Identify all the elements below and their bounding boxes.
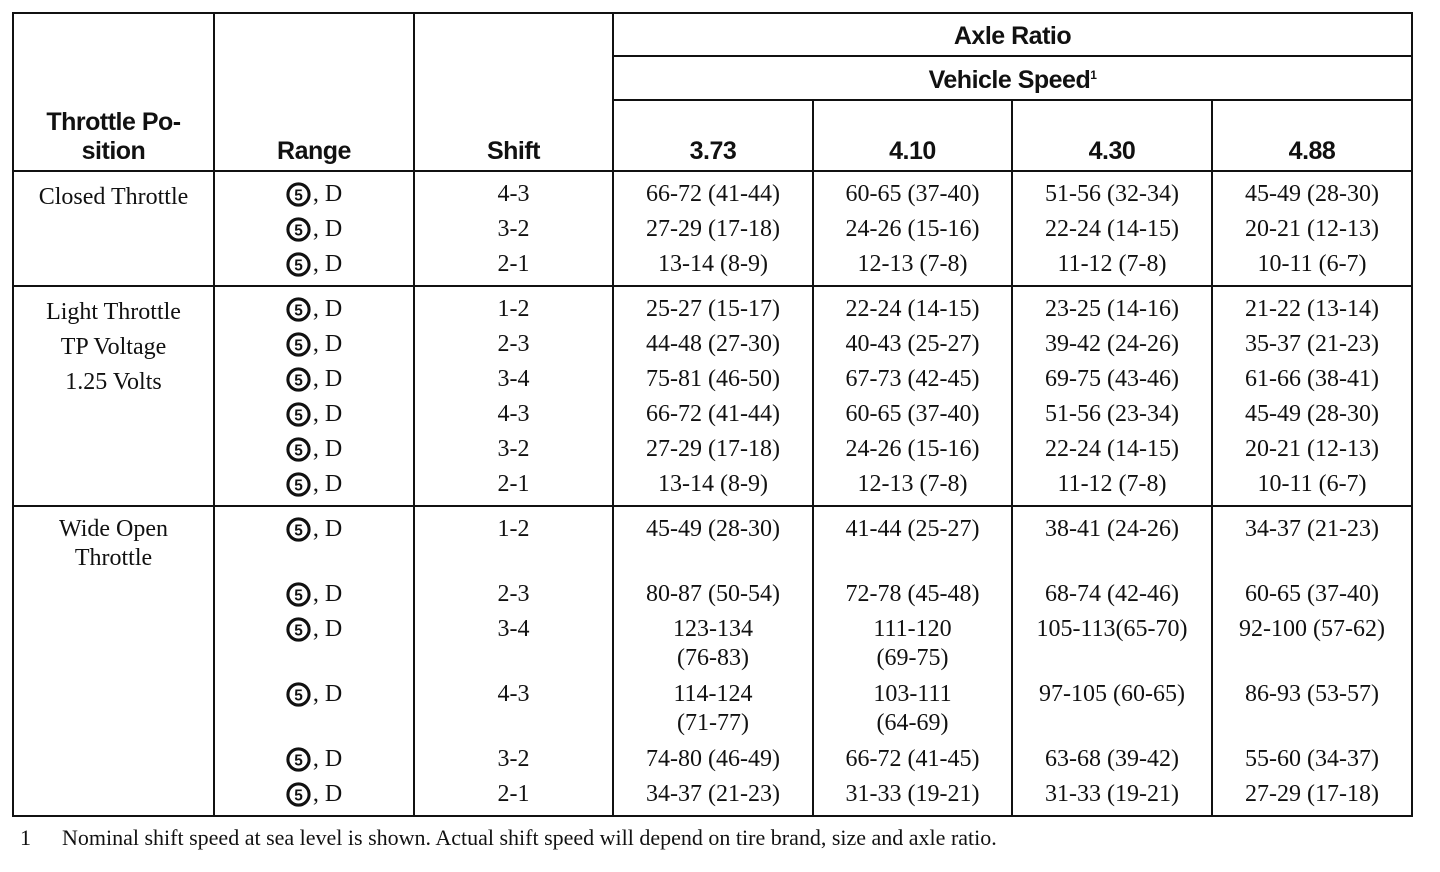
speed-cell-430 — [1012, 580, 1212, 615]
throttle-group — [13, 506, 1412, 816]
shift-cell: 3-4 — [414, 365, 613, 400]
speed-cell-410 — [813, 615, 1012, 680]
manual-5-circle-icon — [286, 747, 311, 772]
svg-text:5: 5 — [294, 337, 303, 355]
speed-value: 51-56 (23-34) — [1045, 401, 1179, 427]
speed-value: 40-43 (25-27) — [845, 331, 980, 357]
manual-5-circle-icon — [286, 252, 311, 277]
speed-cell-410 — [813, 171, 1012, 215]
table-row — [13, 286, 1412, 330]
range-suffix: , D — [312, 296, 343, 322]
header-vehicle-speed-label: Vehicle Speed — [928, 66, 1091, 94]
header-throttle-position-line1: Throttle Po- — [46, 108, 181, 136]
speed-cell-430 — [1012, 365, 1212, 400]
footnote — [20, 825, 1412, 851]
svg-text:5: 5 — [294, 257, 303, 275]
speed-value: 60-65 (37-40) — [1245, 581, 1379, 607]
speed-cell-373 — [613, 780, 813, 816]
footnote-ref: 1 — [1090, 68, 1097, 82]
speed-cell-488 — [1212, 286, 1412, 330]
range-cell — [214, 286, 414, 330]
speed-value: 27-29 (17-18) — [646, 216, 780, 242]
table-row — [13, 171, 1412, 215]
speed-cell-410 — [813, 400, 1012, 435]
speed-cell-488 — [1212, 250, 1412, 286]
svg-text:5: 5 — [294, 587, 303, 605]
throttle-position-label: TP Voltage — [60, 334, 167, 360]
table-row — [13, 680, 1412, 745]
throttle-position-label: 1.25 Volts — [65, 369, 162, 395]
speed-cell-430 — [1012, 470, 1212, 506]
header-shift: Shift — [414, 13, 613, 171]
manual-5-circle-icon — [286, 682, 311, 707]
range-cell — [214, 365, 414, 400]
speed-cell-430 — [1012, 615, 1212, 680]
speed-cell-488 — [1212, 330, 1412, 365]
speed-cell-373 — [613, 470, 813, 506]
speed-value: 74-80 (46-49) — [646, 746, 780, 772]
table-row — [13, 615, 1412, 680]
throttle-group — [13, 171, 1412, 286]
speed-value: 38-41 (24-26) — [1045, 516, 1179, 542]
range-suffix: , D — [312, 581, 343, 607]
speed-cell-430 — [1012, 250, 1212, 286]
speed-value: (64-69) — [876, 710, 949, 736]
speed-value: 103-111 — [873, 681, 952, 707]
speed-value: 45-49 (28-30) — [646, 516, 780, 542]
speed-cell-373 — [613, 171, 813, 215]
header-ratio-430: 4.30 — [1012, 100, 1212, 171]
speed-value: 66-72 (41-45) — [845, 746, 980, 772]
speed-value: 97-105 (60-65) — [1039, 681, 1185, 707]
throttle-position-label: Closed Throttle — [38, 184, 189, 210]
speed-cell-430 — [1012, 780, 1212, 816]
manual-5-circle-icon — [286, 297, 311, 322]
speed-value: 105-113(65-70) — [1036, 616, 1188, 642]
document-page — [12, 12, 1412, 851]
speed-cell-410 — [813, 330, 1012, 365]
speed-cell-430 — [1012, 171, 1212, 215]
speed-value: 13-14 (8-9) — [658, 251, 768, 277]
speed-value: 23-25 (14-16) — [1045, 296, 1179, 322]
svg-text:5: 5 — [294, 222, 303, 240]
speed-value: 44-48 (27-30) — [646, 331, 780, 357]
manual-5-circle-icon — [286, 332, 311, 357]
speed-cell-430 — [1012, 400, 1212, 435]
speed-cell-430 — [1012, 215, 1212, 250]
range-cell — [214, 580, 414, 615]
speed-value: 11-12 (7-8) — [1057, 251, 1167, 277]
speed-cell-410 — [813, 435, 1012, 470]
header-axle-ratio: Axle Ratio — [613, 13, 1412, 56]
speed-cell-410 — [813, 365, 1012, 400]
speed-cell-373 — [613, 286, 813, 330]
speed-value: 21-22 (13-14) — [1245, 296, 1379, 322]
speed-cell-373 — [613, 365, 813, 400]
speed-value: 51-56 (32-34) — [1045, 181, 1179, 207]
speed-cell-430 — [1012, 506, 1212, 580]
manual-5-circle-icon — [286, 517, 311, 542]
range-suffix: , D — [312, 616, 343, 642]
range-suffix: , D — [312, 216, 343, 242]
speed-cell-430 — [1012, 286, 1212, 330]
range-suffix: , D — [312, 401, 343, 427]
svg-text:5: 5 — [294, 687, 303, 705]
speed-value: 39-42 (24-26) — [1045, 331, 1179, 357]
table-row — [13, 580, 1412, 615]
range-suffix: , D — [312, 516, 343, 542]
speed-value: 111-120 — [873, 616, 952, 642]
table-row — [13, 745, 1412, 780]
speed-value: 35-37 (21-23) — [1245, 331, 1379, 357]
range-suffix: , D — [312, 181, 343, 207]
speed-value: 68-74 (42-46) — [1045, 581, 1179, 607]
speed-value: 25-27 (15-17) — [646, 296, 780, 322]
speed-value: 20-21 (12-13) — [1245, 436, 1379, 462]
header-range: Range — [214, 13, 414, 171]
speed-cell-410 — [813, 250, 1012, 286]
manual-5-circle-icon — [286, 367, 311, 392]
header-vehicle-speed — [613, 56, 1412, 100]
range-suffix: , D — [312, 331, 343, 357]
speed-value: 86-93 (53-57) — [1245, 681, 1379, 707]
range-suffix: , D — [312, 436, 343, 462]
speed-value: 22-24 (14-15) — [1045, 436, 1179, 462]
table-row — [13, 250, 1412, 286]
throttle-position-label: Wide Open — [59, 516, 168, 542]
speed-cell-488 — [1212, 580, 1412, 615]
range-cell — [214, 215, 414, 250]
shift-cell: 3-4 — [414, 615, 613, 680]
table-row — [13, 365, 1412, 400]
speed-value: 22-24 (14-15) — [845, 296, 980, 322]
speed-value: 67-73 (42-45) — [845, 366, 980, 392]
range-suffix: , D — [312, 366, 343, 392]
manual-5-circle-icon — [286, 582, 311, 607]
shift-cell: 2-1 — [414, 470, 613, 506]
speed-value: 75-81 (46-50) — [646, 366, 780, 392]
range-cell — [214, 470, 414, 506]
speed-cell-410 — [813, 286, 1012, 330]
speed-cell-430 — [1012, 745, 1212, 780]
shift-cell: 2-3 — [414, 330, 613, 365]
speed-value: (76-83) — [677, 645, 749, 671]
speed-cell-373 — [613, 615, 813, 680]
shift-cell: 1-2 — [414, 286, 613, 330]
speed-value: 22-24 (14-15) — [1045, 216, 1179, 242]
header-throttle-position-line2: sition — [81, 137, 146, 165]
speed-value: (71-77) — [677, 710, 749, 736]
shift-cell: 4-3 — [414, 680, 613, 745]
speed-cell-373 — [613, 745, 813, 780]
throttle-position-cell — [13, 171, 214, 286]
speed-value: 24-26 (15-16) — [845, 216, 980, 242]
speed-value: 45-49 (28-30) — [1245, 181, 1379, 207]
speed-cell-488 — [1212, 400, 1412, 435]
footnote-text: Nominal shift speed at sea level is shown. Actual shift speed will depend on tire brand, size and axle ratio. — [62, 825, 997, 850]
speed-value: 12-13 (7-8) — [857, 251, 968, 277]
shift-cell: 2-1 — [414, 780, 613, 816]
shift-cell: 2-3 — [414, 580, 613, 615]
range-suffix: , D — [312, 681, 343, 707]
table-row — [13, 435, 1412, 470]
speed-value: 66-72 (41-44) — [646, 401, 780, 427]
svg-text:5: 5 — [294, 477, 303, 495]
manual-5-circle-icon — [286, 182, 311, 207]
speed-cell-410 — [813, 745, 1012, 780]
speed-cell-488 — [1212, 680, 1412, 745]
speed-cell-430 — [1012, 435, 1212, 470]
speed-value: 55-60 (34-37) — [1245, 746, 1379, 772]
speed-cell-373 — [613, 215, 813, 250]
speed-value: 31-33 (19-21) — [845, 781, 980, 807]
speed-value: 27-29 (17-18) — [1245, 781, 1379, 807]
range-cell — [214, 780, 414, 816]
speed-cell-373 — [613, 580, 813, 615]
table-row — [13, 780, 1412, 816]
range-suffix: , D — [312, 746, 343, 772]
range-suffix: , D — [312, 781, 343, 807]
header-ratio-410: 4.10 — [813, 100, 1012, 171]
speed-value: 31-33 (19-21) — [1045, 781, 1179, 807]
speed-value: 10-11 (6-7) — [1257, 251, 1367, 277]
table-row — [13, 215, 1412, 250]
speed-cell-410 — [813, 470, 1012, 506]
range-cell — [214, 745, 414, 780]
table-row — [13, 330, 1412, 365]
speed-cell-488 — [1212, 470, 1412, 506]
manual-5-circle-icon — [286, 402, 311, 427]
table-row — [13, 470, 1412, 506]
range-suffix: , D — [312, 251, 343, 277]
speed-cell-373 — [613, 250, 813, 286]
speed-cell-488 — [1212, 506, 1412, 580]
range-cell — [214, 615, 414, 680]
speed-cell-488 — [1212, 365, 1412, 400]
header-throttle-position — [13, 13, 214, 171]
header-ratio-373: 3.73 — [613, 100, 813, 171]
speed-value: 20-21 (12-13) — [1245, 216, 1379, 242]
svg-text:5: 5 — [294, 407, 303, 425]
manual-5-circle-icon — [286, 472, 311, 497]
speed-cell-410 — [813, 780, 1012, 816]
throttle-position-label: Throttle — [74, 545, 153, 571]
speed-value: 60-65 (37-40) — [845, 401, 980, 427]
footnote-number: 1 — [20, 825, 31, 850]
speed-value: 66-72 (41-44) — [646, 181, 780, 207]
svg-text:5: 5 — [294, 372, 303, 390]
shift-speed-table — [12, 12, 1413, 817]
throttle-position-label: Light Throttle — [46, 299, 181, 325]
speed-value: 114-124 — [673, 681, 753, 707]
range-cell — [214, 680, 414, 745]
shift-cell: 3-2 — [414, 435, 613, 470]
shift-cell: 1-2 — [414, 506, 613, 580]
speed-cell-410 — [813, 580, 1012, 615]
speed-cell-373 — [613, 330, 813, 365]
speed-cell-488 — [1212, 435, 1412, 470]
table-row — [13, 506, 1412, 580]
svg-text:5: 5 — [294, 622, 303, 640]
speed-cell-410 — [813, 215, 1012, 250]
speed-cell-373 — [613, 400, 813, 435]
speed-cell-410 — [813, 680, 1012, 745]
speed-cell-488 — [1212, 615, 1412, 680]
range-cell — [214, 506, 414, 580]
shift-cell: 4-3 — [414, 171, 613, 215]
manual-5-circle-icon — [286, 437, 311, 462]
speed-cell-430 — [1012, 680, 1212, 745]
shift-cell: 3-2 — [414, 215, 613, 250]
shift-cell: 4-3 — [414, 400, 613, 435]
svg-text:5: 5 — [294, 442, 303, 460]
range-suffix: , D — [312, 471, 343, 497]
svg-text:5: 5 — [294, 752, 303, 770]
speed-cell-488 — [1212, 780, 1412, 816]
speed-value: 27-29 (17-18) — [646, 436, 780, 462]
svg-text:5: 5 — [294, 187, 303, 205]
manual-5-circle-icon — [286, 617, 311, 642]
speed-value: 80-87 (50-54) — [646, 581, 780, 607]
table-row — [13, 400, 1412, 435]
svg-text:5: 5 — [294, 787, 303, 805]
speed-value: 13-14 (8-9) — [658, 471, 768, 497]
range-cell — [214, 400, 414, 435]
speed-value: 92-100 (57-62) — [1239, 616, 1385, 642]
speed-cell-373 — [613, 435, 813, 470]
speed-value: 63-68 (39-42) — [1045, 746, 1179, 772]
speed-value: 34-37 (21-23) — [1245, 516, 1379, 542]
speed-value: 123-134 — [673, 616, 753, 642]
speed-cell-488 — [1212, 215, 1412, 250]
speed-cell-373 — [613, 506, 813, 580]
throttle-group — [13, 286, 1412, 506]
speed-value: 60-65 (37-40) — [845, 181, 980, 207]
speed-value: 45-49 (28-30) — [1245, 401, 1379, 427]
throttle-position-cell — [13, 286, 214, 506]
speed-cell-488 — [1212, 745, 1412, 780]
speed-value: 12-13 (7-8) — [857, 471, 968, 497]
speed-value: 10-11 (6-7) — [1257, 471, 1367, 497]
speed-value: 24-26 (15-16) — [845, 436, 980, 462]
svg-text:5: 5 — [294, 522, 303, 540]
manual-5-circle-icon — [286, 782, 311, 807]
range-cell — [214, 250, 414, 286]
speed-value: 61-66 (38-41) — [1245, 366, 1379, 392]
manual-5-circle-icon — [286, 217, 311, 242]
shift-cell: 3-2 — [414, 745, 613, 780]
speed-value: 41-44 (25-27) — [845, 516, 980, 542]
shift-cell: 2-1 — [414, 250, 613, 286]
speed-cell-488 — [1212, 171, 1412, 215]
table-header — [13, 13, 1412, 171]
speed-value: 34-37 (21-23) — [646, 781, 780, 807]
header-ratio-488: 4.88 — [1212, 100, 1412, 171]
speed-value: 69-75 (43-46) — [1045, 366, 1179, 392]
range-cell — [214, 171, 414, 215]
speed-value: 11-12 (7-8) — [1057, 471, 1167, 497]
speed-value: 72-78 (45-48) — [845, 581, 980, 607]
throttle-position-cell — [13, 506, 214, 816]
speed-cell-410 — [813, 506, 1012, 580]
range-cell — [214, 435, 414, 470]
range-cell — [214, 330, 414, 365]
speed-value: (69-75) — [876, 645, 949, 671]
speed-cell-373 — [613, 680, 813, 745]
speed-cell-430 — [1012, 330, 1212, 365]
svg-text:5: 5 — [294, 302, 303, 320]
